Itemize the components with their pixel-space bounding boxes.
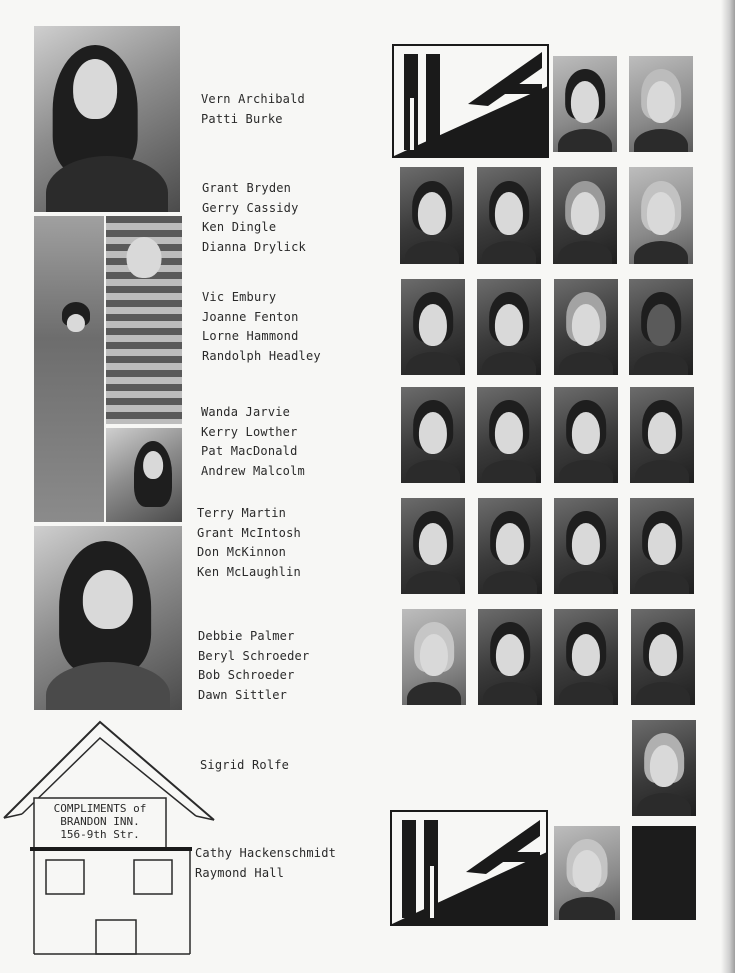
student-name: Ken McLaughlin	[197, 564, 301, 579]
student-name: Debbie Palmer	[198, 629, 295, 643]
student-name: Wanda Jarvie	[201, 405, 291, 419]
portrait-lorne-hammond	[554, 279, 618, 375]
portrait-randolph-headley	[629, 279, 693, 375]
portrait-beryl-schroeder	[478, 609, 542, 705]
homeroom-logo-top	[392, 44, 549, 158]
ad-line: 156-9th Str.	[60, 828, 140, 841]
name-group-4	[201, 403, 305, 481]
portrait-cathy-hackenschmidt	[554, 826, 620, 920]
page-edge-shadow	[721, 0, 735, 973]
student-name: Vic Embury	[202, 290, 277, 304]
student-name: Cathy Hackenschmidt	[195, 846, 337, 860]
student-name: Beryl Schroeder	[198, 648, 310, 663]
student-name: Ken Dingle	[202, 220, 277, 235]
portrait-grant-mcintosh	[478, 498, 542, 594]
portrait-grant-bryden	[400, 167, 464, 264]
name-group-5	[197, 504, 301, 582]
student-name: Dianna Drylick	[202, 239, 306, 254]
name-group-6	[198, 627, 309, 705]
student-name: Pat MacDonald	[201, 444, 298, 459]
student-name: Andrew Malcolm	[201, 463, 305, 478]
portrait-sigrid-rolfe	[632, 720, 696, 816]
student-name: Terry Martin	[197, 506, 287, 520]
student-name: Grant McIntosh	[197, 525, 301, 540]
portrait-don-mckinnon	[554, 498, 618, 594]
portrait-ken-mclaughlin	[630, 498, 694, 594]
candid-photo-striped-shirt	[106, 216, 182, 424]
student-name: Lorne Hammond	[202, 329, 299, 344]
portrait-raymond-hall	[632, 826, 696, 920]
portrait-dawn-sittler	[631, 609, 695, 705]
portrait-pat-macdonald	[554, 387, 618, 483]
portrait-gerry-cassidy	[477, 167, 541, 264]
candid-photo-top	[34, 26, 180, 212]
student-name: Raymond Hall	[195, 865, 285, 880]
name-group-2	[202, 179, 306, 257]
student-name: Dawn Sittler	[198, 687, 288, 702]
ad-line: COMPLIMENTS of	[53, 802, 147, 815]
portrait-wanda-jarvie	[401, 387, 465, 483]
brandon-inn-sign	[40, 802, 160, 841]
portrait-vic-embury	[401, 279, 465, 375]
candid-photo-girl-seated	[106, 428, 182, 522]
student-name: Bob Schroeder	[198, 668, 295, 683]
student-name: Patti Burke	[201, 111, 283, 126]
portrait-dianna-drylick	[629, 167, 693, 264]
name-group-3	[202, 288, 321, 366]
portrait-patti-burke	[629, 56, 693, 152]
homeroom-logo-bottom	[390, 810, 548, 926]
student-name: Sigrid Rolfe	[200, 758, 290, 772]
candid-photo-girl-hand-on-head	[34, 526, 182, 710]
student-name: Grant Bryden	[202, 181, 292, 195]
ad-line: BRANDON INN.	[60, 815, 140, 828]
portrait-ken-dingle	[553, 167, 617, 264]
portrait-bob-schroeder	[554, 609, 618, 705]
name-group-1	[201, 90, 305, 129]
student-name: Vern Archibald	[201, 92, 305, 106]
student-name: Kerry Lowther	[201, 424, 298, 439]
portrait-joanne-fenton	[477, 279, 541, 375]
candid-photo-girls-standing	[34, 216, 104, 522]
portrait-kerry-lowther	[477, 387, 541, 483]
student-name: Don McKinnon	[197, 545, 287, 560]
student-name: Gerry Cassidy	[202, 200, 299, 215]
portrait-debbie-palmer	[402, 609, 466, 705]
portrait-vern-archibald	[553, 56, 617, 152]
student-name: Joanne Fenton	[202, 309, 299, 324]
portrait-terry-martin	[401, 498, 465, 594]
student-name: Randolph Headley	[202, 348, 321, 363]
portrait-andrew-malcolm	[630, 387, 694, 483]
